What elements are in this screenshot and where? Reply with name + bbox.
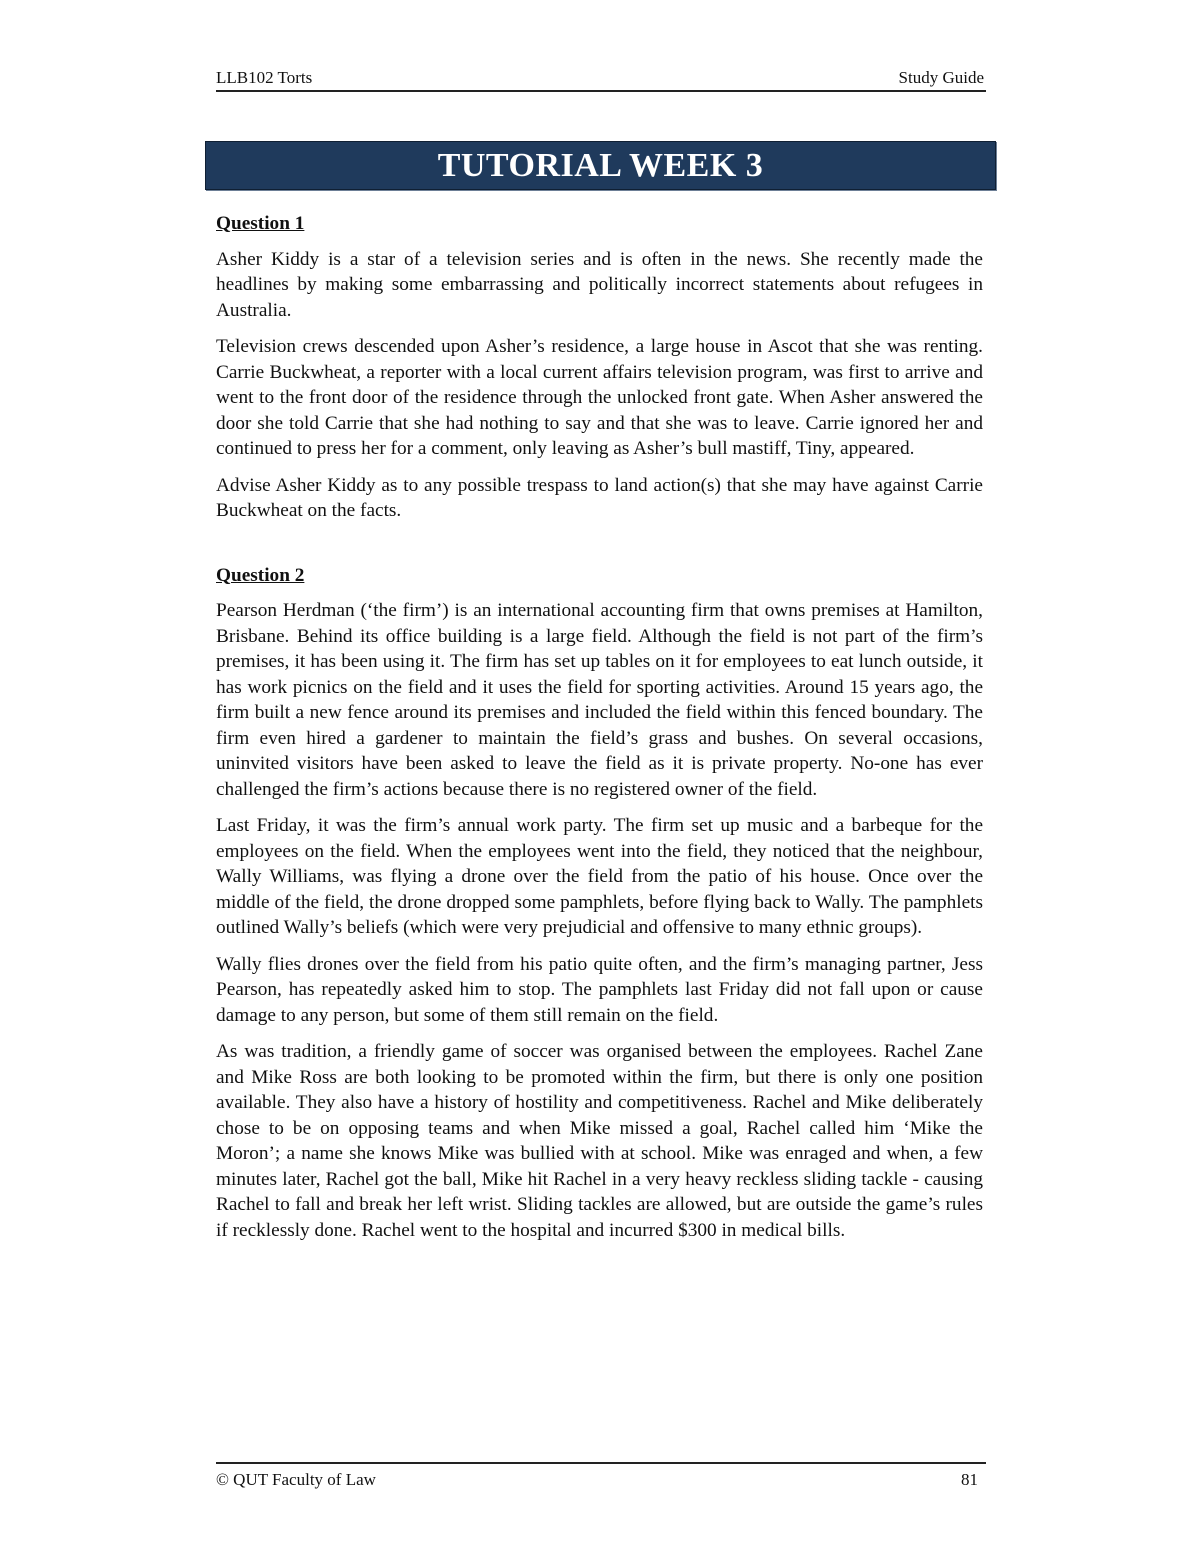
question-2-paragraph: As was tradition, a friendly game of soccer was organised between the employees. Rachel Zane and Mike Ross are both looking to be promoted within the firm, but there is only one position available. They also have a history of hostility and competitiveness. Rachel and Mike deliberately chose to be on opposing teams and when Mike missed a goal, Rachel called him ‘Mike the Moron’; a name she knows Mike was bullied with at school. Mike was enraged and when, a few minutes later, Rachel got the ball, Mike hit Rachel in a very heavy reckless sliding tackle - causing Rachel to fall and break her left wrist. Sliding tackles are allowed, but are outside the game’s rules if recklessly done. Rachel went to the hospital and incurred $300 in medical bills. xyxy=(216,1041,983,1241)
header-guide: Study Guide xyxy=(898,68,984,87)
document-body xyxy=(216,211,983,1254)
question-1-paragraph: Advise Asher Kiddy as to any possible trespass to land action(s) that she may have against Carrie Buckwheat on the facts. xyxy=(216,474,983,521)
question-1-paragraph: Asher Kiddy is a star of a television series and is often in the news. She recently made the headlines by making some embarrassing and politically incorrect statements about refugees in Australia. xyxy=(216,248,983,321)
question-2 xyxy=(216,563,983,1244)
section-gap xyxy=(216,535,983,563)
question-2-paragraph: Wally flies drones over the field from his patio quite often, and the firm’s managing partner, Jess Pearson, has repeatedly asked him to stop. The pamphlets last Friday did not fall upon or cause damage to any person, but some of them still remain on the field. xyxy=(216,953,983,1026)
page-number: 81 xyxy=(961,1470,978,1489)
page-header xyxy=(216,66,986,92)
question-2-paragraph: Last Friday, it was the firm’s annual work party. The firm set up music and a barbeque for the employees on the field. When the employees went into the field, they noticed that the neighbour, Wally Williams, was flying a drone over the field from the patio of his house. Once over the middle of the field, the drone dropped some pamphlets, before flying back to Wally. The pamphlets outlined Wally’s beliefs (which were very prejudicial and offensive to many ethnic groups). xyxy=(216,815,983,938)
question-1 xyxy=(216,211,983,524)
tutorial-title: TUTORIAL WEEK 3 xyxy=(437,147,764,184)
footer-copyright: © QUT Faculty of Law xyxy=(216,1470,376,1489)
question-2-title: Question 2 xyxy=(216,564,305,586)
question-1-paragraph: Television crews descended upon Asher’s residence, a large house in Ascot that she was renting. Carrie Buckwheat, a reporter with a local current affairs television program, was first to arrive and went to the front door of the residence through the unlocked front gate. When Asher answered the door she told Carrie that she had nothing to say and that she was to leave. Carrie ignored her and continued to press her for a comment, only leaving as Asher’s bull mastiff, Tiny, appeared. xyxy=(216,336,983,459)
question-1-title: Question 1 xyxy=(216,213,305,234)
tutorial-banner xyxy=(205,141,996,190)
header-course: LLB102 Torts xyxy=(216,68,313,87)
page-footer xyxy=(216,1462,986,1492)
question-2-paragraph: Pearson Herdman (‘the firm’) is an international accounting firm that owns premises at Hamilton, Brisbane. Behind its office building is a large field. Although the field is not part of the firm’s premises, it has been using it. The firm has set up tables on it for employees to eat lunch outside, it has work picnics on the field and it uses the field for sporting activities. Around 15 years ago, the firm built a new fence around its premises and included the field within this fenced boundary. The firm even hired a gardener to maintain the field’s grass and bushes. On several occasions, uninvited visitors have been asked to leave the field as it is private property. No-one has ever challenged the firm’s actions because there is no registered owner of the field. xyxy=(216,600,983,800)
